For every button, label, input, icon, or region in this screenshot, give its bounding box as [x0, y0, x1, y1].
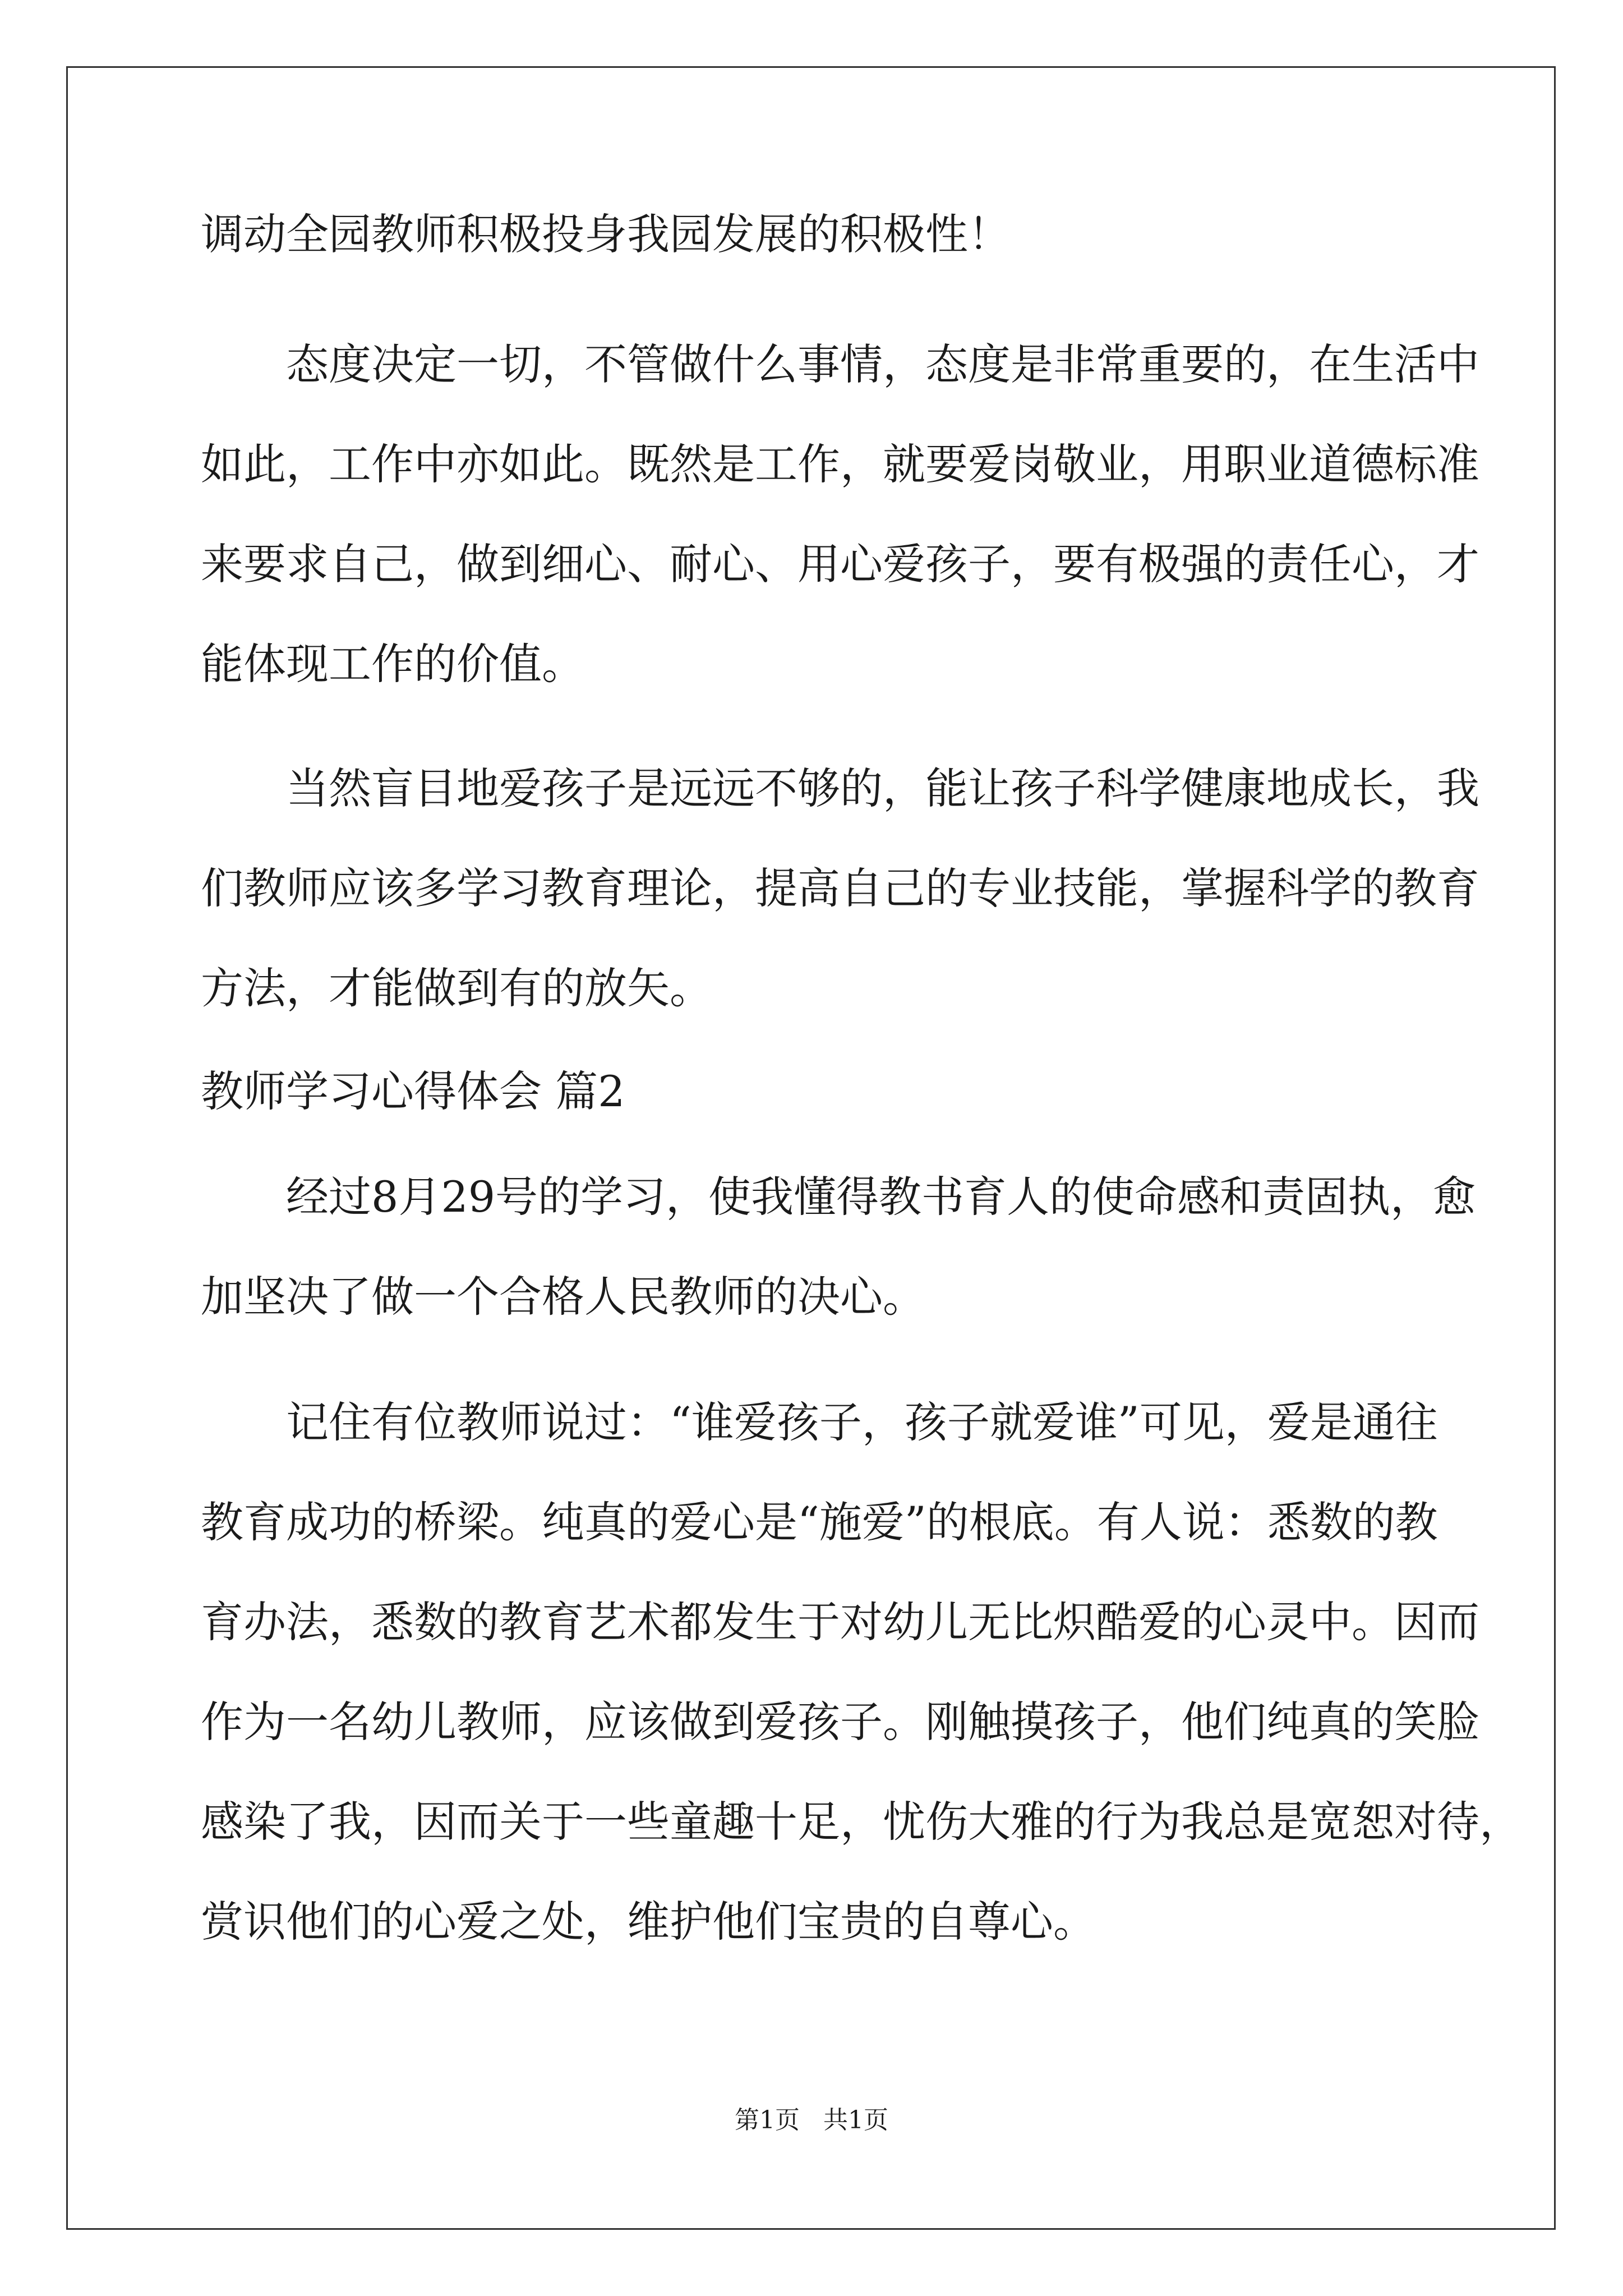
paragraph-quote-line-3: 育办法，悉数的教育艺术都发生于对幼儿无比炽酷爱的心灵中。因而: [201, 1597, 1479, 1647]
paragraph-quote-line-4: 作为一名幼儿教师，应该做到爱孩子。刚触摸孩子，他们纯真的笑脸: [201, 1697, 1479, 1747]
text-line-continuation: 调动全园教师积极投身我园发展的积极性！: [201, 209, 1011, 259]
paragraph-quote-line-1: 记住有位教师说过：“谁爱孩子，孩子就爱谁”可见，爱是通往: [286, 1397, 1438, 1447]
paragraph-love-line-3: 方法，才能做到有的放矢。: [201, 963, 712, 1013]
paragraph-love-line-1: 当然盲目地爱孩子是远远不够的，能让孩子科学健康地成长，我: [286, 763, 1479, 813]
paragraph-study-line-1: 经过8月29号的学习，使我懂得教书育人的使命感和责固执，愈: [286, 1172, 1476, 1222]
paragraph-study-line-2: 加坚决了做一个合格人民教师的决心。: [201, 1272, 925, 1322]
paragraph-love-line-2: 们教师应该多学习教育理论，提高自己的专业技能，掌握科学的教育: [201, 863, 1479, 913]
paragraph-quote-line-6: 赏识他们的心爱之处，维护他们宝贵的自尊心。: [201, 1897, 1096, 1947]
paragraph-attitude-line-2: 如此，工作中亦如此。既然是工作，就要爱岗敬业，用职业道德标准: [201, 439, 1479, 489]
paragraph-attitude-line-3: 来要求自己，做到细心、耐心、用心爱孩子，要有极强的责任心，才: [201, 539, 1479, 589]
page-number-footer: 第1页 共1页: [735, 2106, 888, 2134]
paragraph-attitude-line-1: 态度决定一切，不管做什么事情，态度是非常重要的，在生活中: [286, 339, 1479, 389]
paragraph-quote-line-5: 感染了我，因而关于一些童趣十足，忧伤大雅的行为我总是宽恕对待，: [201, 1797, 1522, 1847]
paragraph-quote-line-2: 教育成功的桥梁。纯真的爱心是“施爱”的根底。有人说：悉数的教: [201, 1497, 1438, 1547]
section-heading: 教师学习心得体会 篇2: [201, 1066, 625, 1116]
paragraph-attitude-line-4: 能体现工作的价值。: [201, 639, 584, 689]
